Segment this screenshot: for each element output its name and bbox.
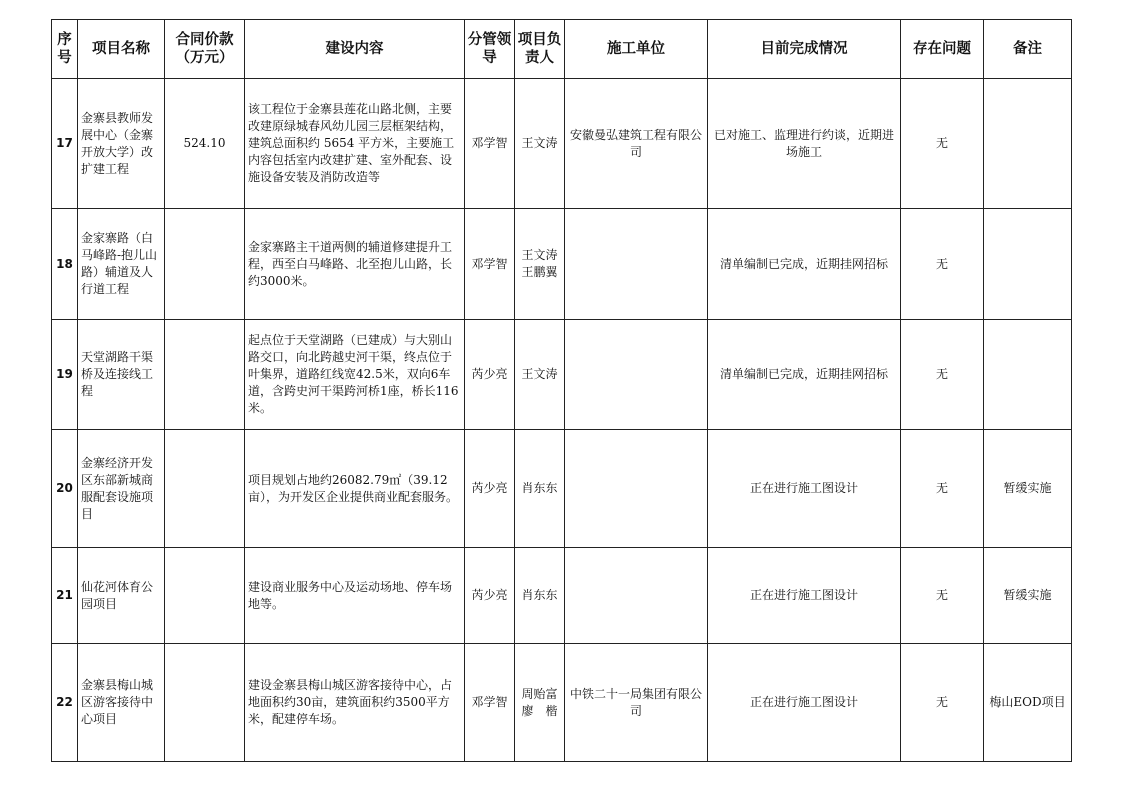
row-leader: 芮少亮	[465, 320, 515, 430]
row-issues: 无	[901, 430, 984, 548]
table-row	[52, 209, 1072, 320]
row-owner	[515, 430, 565, 548]
row-progress: 清单编制已完成，近期挂网招标	[708, 209, 901, 320]
row-name: 金家寨路（白马峰路-抱儿山路）辅道及人行道工程	[78, 209, 165, 320]
row-name: 金寨县教师发展中心（金寨开放大学）改扩建工程	[78, 79, 165, 209]
row-progress: 正在进行施工图设计	[708, 644, 901, 762]
row-content: 金家寨路主干道两侧的辅道修建提升工程，西至白马峰路、北至抱儿山路，长约3000米。	[245, 209, 465, 320]
row-leader: 邓学智	[465, 209, 515, 320]
owner-name: 王文涛	[521, 136, 558, 150]
row-price	[165, 209, 245, 320]
row-progress: 正在进行施工图设计	[708, 548, 901, 644]
row-issues: 无	[901, 320, 984, 430]
row-seq: 22	[52, 644, 78, 762]
row-owner	[515, 548, 565, 644]
row-content: 建设商业服务中心及运动场地、停车场地等。	[245, 548, 465, 644]
row-remark: 暂缓实施	[984, 548, 1072, 644]
row-price	[165, 320, 245, 430]
row-content: 建设金寨县梅山城区游客接待中心，占地面积约30亩，建筑面积约3500平方米，配建停车场。	[245, 644, 465, 762]
table-row	[52, 320, 1072, 430]
row-remark	[984, 209, 1072, 320]
row-issues: 无	[901, 209, 984, 320]
row-remark: 梅山EOD项目	[984, 644, 1072, 762]
row-contractor	[565, 548, 708, 644]
header-price: 合同价款（万元）	[165, 20, 245, 79]
row-content: 项目规划占地约26082.79㎡（39.12亩），为开发区企业提供商业配套服务。	[245, 430, 465, 548]
table-row	[52, 79, 1072, 209]
owner-name: 王文涛	[521, 248, 558, 262]
owner-name: 肖东东	[521, 481, 558, 495]
header-seq: 序号	[52, 20, 78, 79]
owner-name: 肖东东	[521, 588, 558, 602]
row-leader: 邓学智	[465, 644, 515, 762]
row-issues: 无	[901, 644, 984, 762]
header-name: 项目名称	[78, 20, 165, 79]
row-content: 起点位于天堂湖路（已建成）与大别山路交口，向北跨越史河干渠，终点位于叶集界，道路红线宽42.5米，双向6车道，含跨史河干渠跨河桥1座，桥长116米。	[245, 320, 465, 430]
row-issues: 无	[901, 548, 984, 644]
row-progress: 清单编制已完成，近期挂网招标	[708, 320, 901, 430]
header-contractor: 施工单位	[565, 20, 708, 79]
row-contractor: 中铁二十一局集团有限公司	[565, 644, 708, 762]
table-row	[52, 644, 1072, 762]
row-leader: 芮少亮	[465, 430, 515, 548]
row-price	[165, 548, 245, 644]
row-content: 该工程位于金寨县莲花山路北侧，主要改建原绿城春风幼儿园三层框架结构，建筑总面积约 5654 平方米，主要施工内容包括室内改建扩建、室外配套、设施设备安装及消防改造等	[245, 79, 465, 209]
header-row	[52, 20, 1072, 79]
row-owner	[515, 320, 565, 430]
row-name: 金寨经济开发区东部新城商服配套设施项目	[78, 430, 165, 548]
header-owner: 项目负责人	[515, 20, 565, 79]
row-remark: 暂缓实施	[984, 430, 1072, 548]
header-issues: 存在问题	[901, 20, 984, 79]
row-seq: 21	[52, 548, 78, 644]
row-seq: 20	[52, 430, 78, 548]
row-price: 524.10	[165, 79, 245, 209]
row-name: 金寨县梅山城区游客接待中心项目	[78, 644, 165, 762]
row-issues: 无	[901, 79, 984, 209]
row-owner	[515, 79, 565, 209]
row-progress: 正在进行施工图设计	[708, 430, 901, 548]
row-remark	[984, 79, 1072, 209]
row-contractor	[565, 430, 708, 548]
header-progress: 目前完成情况	[708, 20, 901, 79]
row-owner	[515, 209, 565, 320]
row-remark	[984, 320, 1072, 430]
row-contractor: 安徽曼弘建筑工程有限公司	[565, 79, 708, 209]
owner-name: 周贻富	[521, 686, 558, 701]
row-progress: 已对施工、监理进行约谈，近期进场施工	[708, 79, 901, 209]
row-price	[165, 430, 245, 548]
row-seq: 19	[52, 320, 78, 430]
row-contractor	[565, 320, 708, 430]
header-content: 建设内容	[245, 20, 465, 79]
owner-name: 王鹏翼	[521, 265, 558, 279]
header-leader: 分管领导	[465, 20, 515, 79]
owner-name: 王文涛	[521, 367, 558, 381]
row-owner	[515, 644, 565, 762]
table-row	[52, 548, 1072, 644]
table-row	[52, 430, 1072, 548]
row-name: 天堂湖路干渠桥及连接线工程	[78, 320, 165, 430]
project-table	[51, 19, 1072, 762]
owner-name: 廖 楷	[521, 703, 558, 718]
row-name: 仙花河体育公园项目	[78, 548, 165, 644]
row-leader: 芮少亮	[465, 548, 515, 644]
row-contractor	[565, 209, 708, 320]
row-price	[165, 644, 245, 762]
row-seq: 17	[52, 79, 78, 209]
header-remark: 备注	[984, 20, 1072, 79]
row-leader: 邓学智	[465, 79, 515, 209]
row-seq: 18	[52, 209, 78, 320]
